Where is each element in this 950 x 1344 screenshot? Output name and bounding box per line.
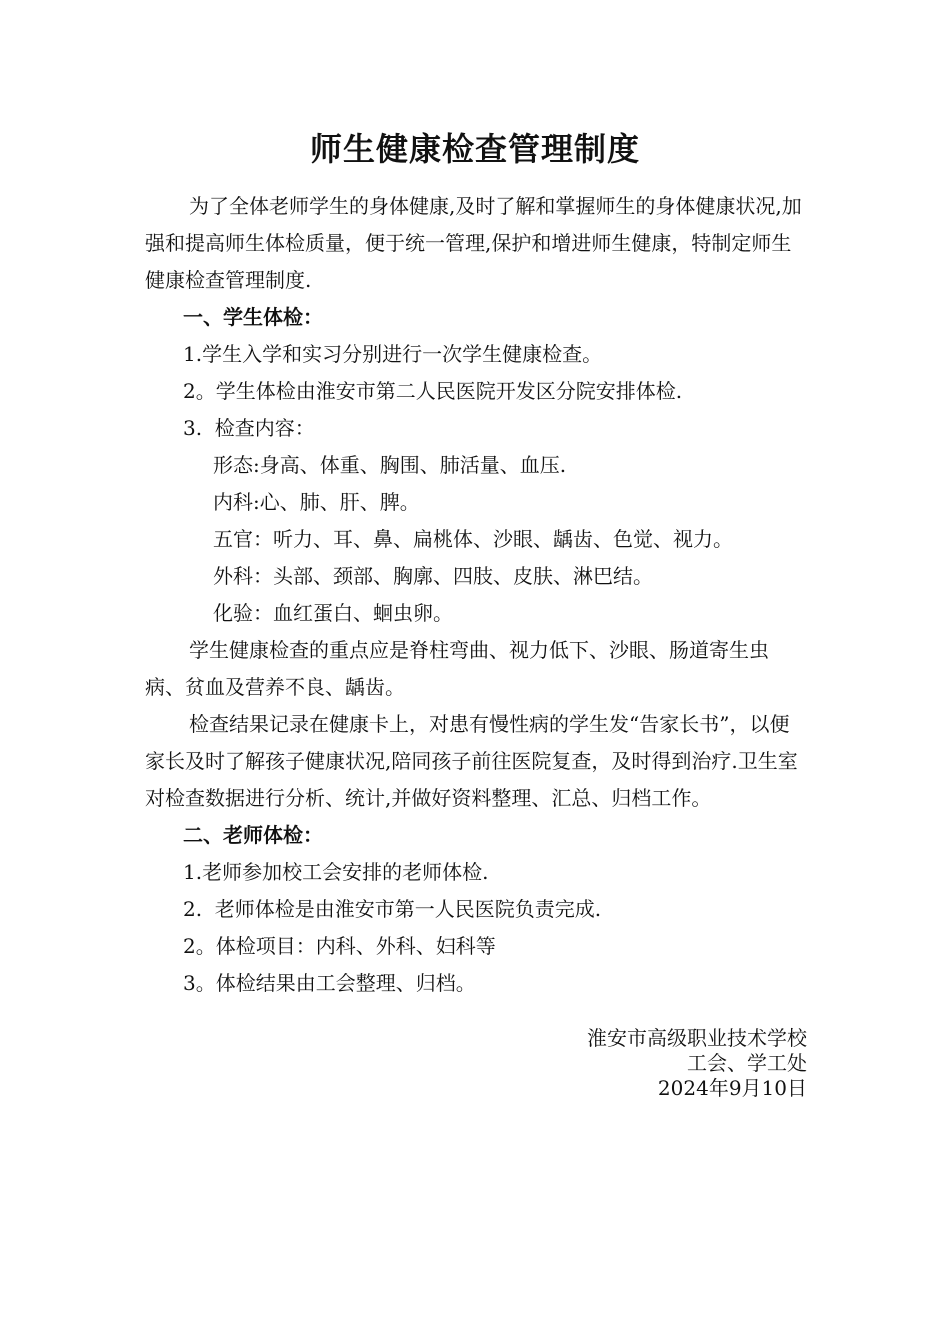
signature-dept: 工会、学工处 [687, 1051, 807, 1075]
list-item: 2。体检项目：内科、外科、妇科等 [183, 934, 496, 958]
list-item: 3。体检结果由工会整理、归档。 [183, 971, 476, 995]
list-item: 2. 老师体检是由淮安市第一人民医院负责完成. [183, 897, 602, 921]
results-paragraph: 检查结果记录在健康卡上，对患有慢性病的学生发“告家长书”，以便家长及时了解孩子健康状况,陪同孩子前往医院复查，及时得到治疗.卫生室对检查数据进行分析、统计,并做好资料整理、汇总、归档工作。 [145, 712, 798, 810]
document-body [145, 188, 807, 1002]
section-heading-students: 一、学生体检： [183, 305, 323, 329]
section-heading-teachers: 二、老师体检： [183, 823, 323, 847]
exam-content-item: 形态:身高、体重、胸围、肺活量、血压. [213, 453, 567, 477]
exam-content-item: 外科：头部、颈部、胸廓、四肢、皮肤、淋巴结。 [213, 564, 653, 588]
focus-paragraph: 学生健康检查的重点应是脊柱弯曲、视力低下、沙眼、肠道寄生虫病、贫血及营养不良、龋齿。 [145, 638, 769, 699]
signature-date: 2024年9月10日 [657, 1076, 807, 1100]
document-title: 师生健康检查管理制度 [309, 130, 640, 168]
signature-org: 淮安市高级职业技术学校 [587, 1026, 807, 1050]
list-item: 1.老师参加校工会安排的老师体检. [183, 860, 489, 884]
list-item: 2。学生体检由淮安市第二人民医院开发区分院安排体检. [183, 379, 683, 403]
intro-paragraph: 为了全体老师学生的身体健康,及时了解和掌握师生的身体健康状况,加强和提高师生体检质量，便于统一管理,保护和增进师生健康，特制定师生健康检查管理制度. [145, 194, 802, 292]
signature-block [587, 1026, 807, 1101]
exam-content-item: 五官：听力、耳、鼻、扁桃体、沙眼、龋齿、色觉、视力。 [213, 527, 733, 551]
exam-content-item: 内科:心、肺、肝、脾。 [213, 490, 420, 514]
exam-content-item: 化验：血红蛋白、蛔虫卵。 [213, 601, 453, 625]
list-item: 1.学生入学和实习分别进行一次学生健康检查。 [183, 342, 603, 366]
list-item: 3. 检查内容： [183, 416, 315, 440]
